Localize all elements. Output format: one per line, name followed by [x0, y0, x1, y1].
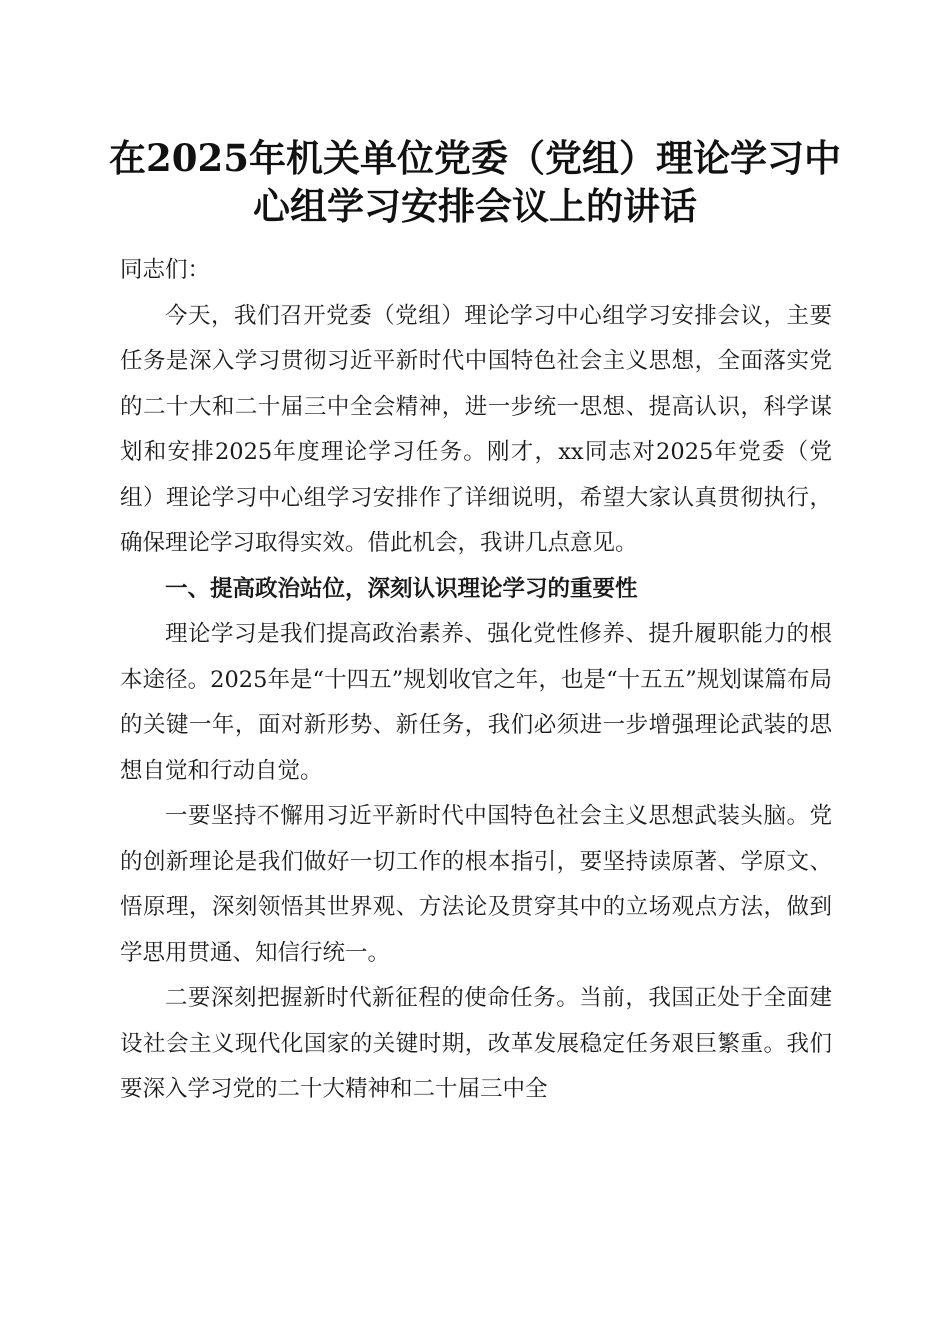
opening-paragraph: 今天，我们召开党委（党组）理论学习中心组学习安排会议，主要任务是深入学习贯彻习近平新时代中国特色社会主义思想，全面落实党的二十大和二十届三中全会精神，进一步统一思想、提高认识，科学谋划和安排2025年度理论学习任务。刚才，xx同志对2025年党委（党组）理论学习中心组学习安排作了详细说明，希望大家认真贯彻执行，确保理论学习取得实效。借此机会，我讲几点意见。	[120, 302, 832, 556]
section-1-paragraph-2: 一要坚持不懈用习近平新时代中国特色社会主义思想武装头脑。党的创新理论是我们做好一切工作的根本指引，要坚持读原著、学原文、悟原理，深刻领悟其世界观、方法论及贯穿其中的立场观点方法，做到学思用贯通、知信行统一。	[120, 803, 832, 966]
document-title-line-2: 心组学习安排会议上的讲话	[253, 184, 697, 228]
section-1-paragraph-1: 理论学习是我们提高政治素养、强化党性修养、提升履职能力的根本途径。2025年是“十四五”规划收官之年，也是“十五五”规划谋篇布局的关键一年，面对新形势、新任务，我们必须进一步增强理论武装的思想自觉和行动自觉。	[120, 621, 832, 784]
document-title-line-1: 在2025年机关单位党委（党组）理论学习中	[109, 136, 841, 180]
salutation: 同志们：	[120, 257, 211, 283]
section-heading-1: 一、提高政治站位，深刻认识理论学习的重要性	[165, 575, 638, 602]
document-body	[120, 248, 832, 1113]
section-1-paragraph-3: 二要深刻把握新时代新征程的使命任务。当前，我国正处于全面建设社会主义现代化国家的关键时期，改革发展稳定任务艰巨繁重。我们要深入学习党的二十大精神和二十届三中全	[120, 985, 832, 1102]
